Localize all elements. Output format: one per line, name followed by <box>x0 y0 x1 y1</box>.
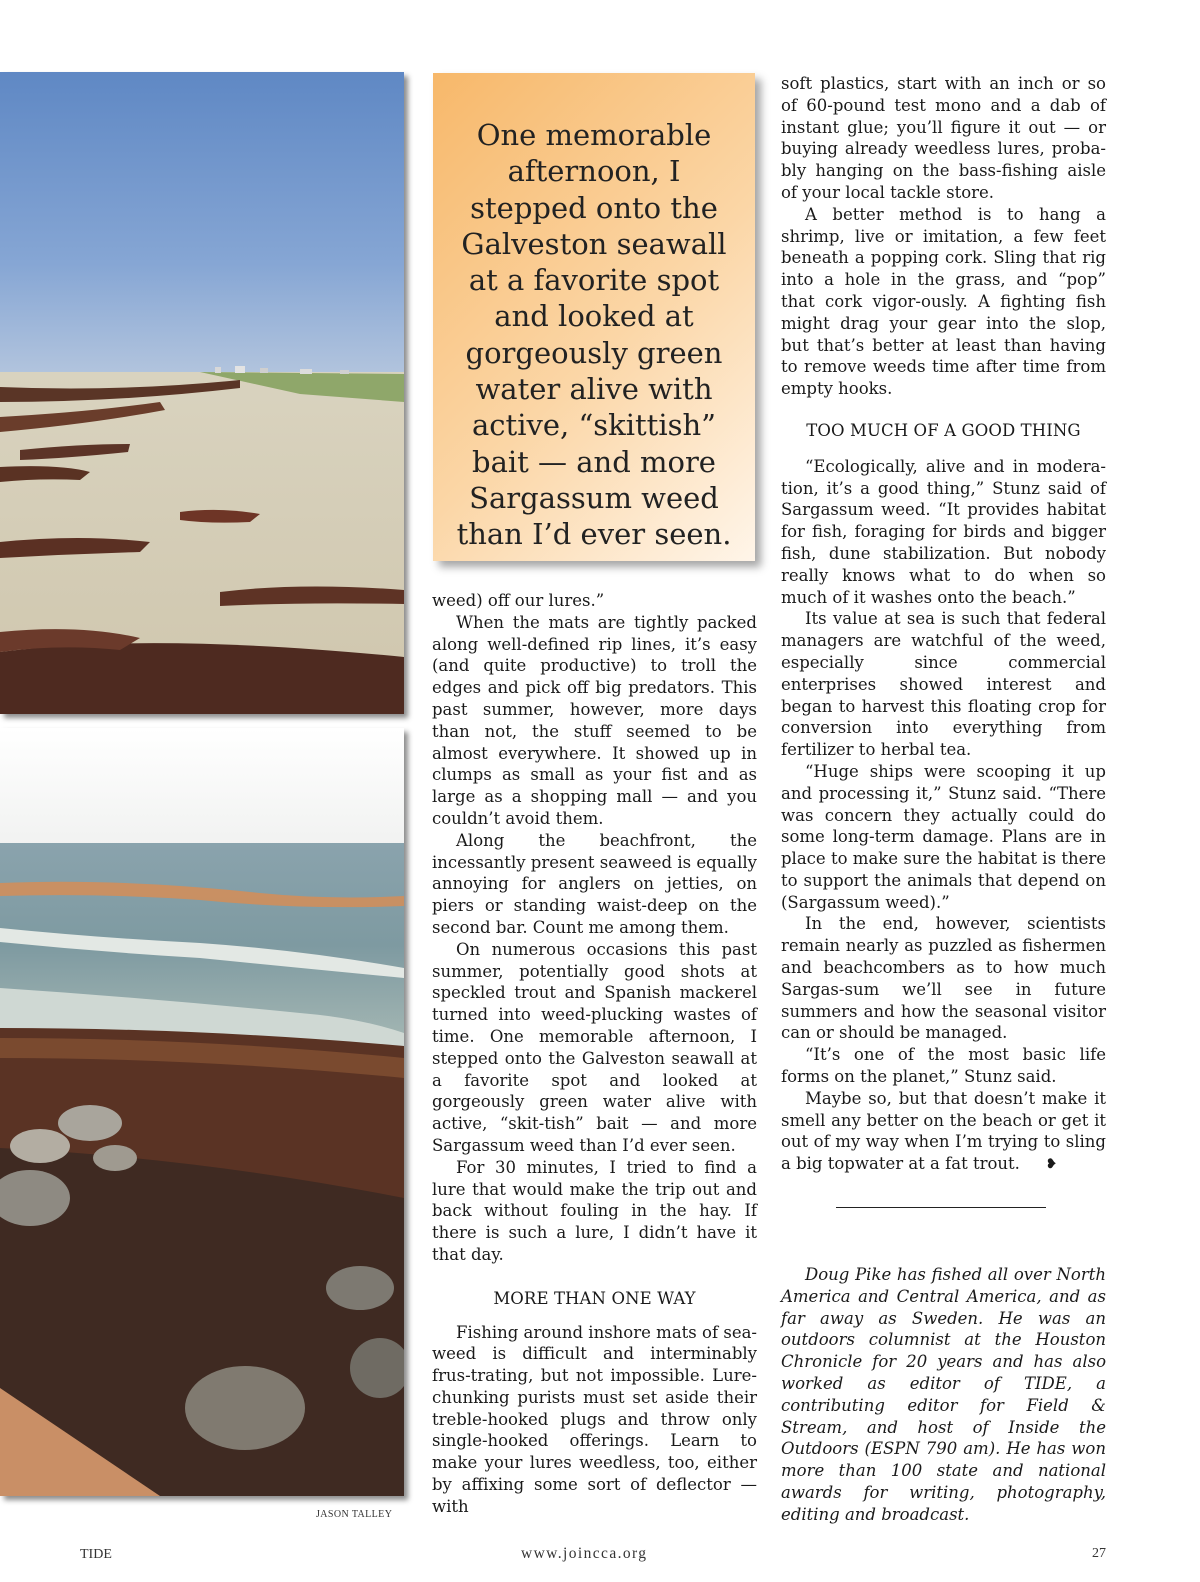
end-mark-icon: ❥ <box>1045 1157 1057 1173</box>
article-column-middle <box>432 590 757 1518</box>
article-paragraph: “It’s one of the most basic life forms on the planet,” Stunz said. <box>781 1045 1106 1087</box>
section-heading: TOO MUCH OF A GOOD THING <box>806 420 1081 440</box>
article-paragraph: In the end, however, scientists remain nearly as puzzled as fishermen and beachcombers as to how much Sargas-sum we’ll see in future summers and how the seasonal visitor can or should be managed. <box>781 914 1106 1043</box>
article-paragraph: “Huge ships were scooping it up and processing it,” Stunz said. “There was concern they actually could do some long-term damage. Plans are in place to make sure the habitat is there to support the animals that depend on (Sargassum weed).” <box>781 761 1106 912</box>
photo-credit: JASON TALLEY <box>316 1509 393 1520</box>
pull-quote: One memorable afternoon, I stepped onto the Galveston seawall at a favorite spot and looked at gorgeously green water alive with active, “skittish” bait — and more Sargassum weed than I’d ever seen. <box>433 73 755 561</box>
article-paragraph: weed) off our lures.” <box>432 591 605 610</box>
article-paragraph: A better method is to hang a shrimp, live or imitation, a few feet beneath a popping cork. Sling that rig into a hole in the grass, and “pop” that cork vigor-ously. A fighting fish might drag your gear into the slop, but that’s better at least than having to remove weeds time after time from empty hooks. <box>781 204 1106 399</box>
website-url: www.joincca.org <box>521 1545 648 1562</box>
article-paragraph: When the mats are tightly packed along well-defined rip lines, it’s easy (and quite productive) to troll the edges and pick off big predators. This past summer, however, more days than not, the stuff seemed to be almost everywhere. It showed up in clumps as small as your fist and as large as a shopping mall — and you couldn’t avoid them. <box>432 612 757 828</box>
article-paragraph-text: Maybe so, but that doesn’t make it smell any better on the beach or get it out of my way when I’m trying to sling a big topwater at a fat trout. <box>781 1088 1106 1174</box>
section-heading: MORE THAN ONE WAY <box>493 1288 696 1308</box>
bio-divider <box>836 1207 1046 1208</box>
beach-seaweed-photo <box>0 72 404 714</box>
article-paragraph: soft plastics, start with an inch or so of 60-pound test mono and a dab of instant glue; you’ll figure it out — or buying already weedless lures, proba-bly hanging on the bass-fishing aisle of your local tackle store. <box>781 74 1106 202</box>
seawall-surf-photo <box>0 728 404 1496</box>
article-paragraph-final <box>781 1088 1106 1176</box>
article-paragraph: On numerous occasions this past summer, potentially good shots at speckled trout and Spanish mackerel turned into weed-plucking wastes of time. One memorable afternoon, I stepped onto the Galveston seawall at a favorite spot and looked at gorgeously green water alive with active, “skit-tish” bait — and more Sargassum weed than I’d ever seen. <box>432 939 757 1155</box>
author-bio-text: Doug Pike has fished all over North America and Central America, and as far away as Sweden. He was an outdoors columnist at the Houston Chronicle for 20 years and has also worked as editor of TIDE, a contributing editor for Field & Stream, and host of Inside the Outdoors (ESPN 790 am). He has won more than 100 state and national awards for writing, photography, editing and broadcast. <box>781 1265 1106 1524</box>
publication-name: TIDE <box>80 1547 112 1562</box>
beach-seaweed-image <box>0 72 404 714</box>
article-column-right <box>781 73 1106 1176</box>
page-number: 27 <box>1092 1546 1106 1561</box>
article-paragraph: Fishing around inshore mats of sea-weed is difficult and interminably frus-trating, but not impossible. Lure-chunking purists must set aside their treble-hooked plugs and throw only single-hooked offerings. Learn to make your lures weedless, too, either by affixing some sort of deflector — with <box>432 1322 757 1516</box>
article-paragraph: “Ecologically, alive and in modera-tion, it’s a good thing,” Stunz said of Sargassum weed. “It provides habitat for fish, foraging for birds and bigger fish, dune stabilization. But nobody really knows what to do when so much of it washes onto the beach.” <box>781 456 1106 607</box>
article-paragraph: For 30 minutes, I tried to find a lure that would make the trip out and back without fouling in the hay. If there is such a lure, I didn’t have it that day. <box>432 1157 757 1264</box>
article-paragraph: Its value at sea is such that federal managers are watchful of the weed, especially since commercial enterprises showed interest and began to harvest this floating crop for conversion into everything from fertilizer to herbal tea. <box>781 609 1106 760</box>
author-bio <box>781 1264 1106 1526</box>
seawall-surf-image <box>0 728 404 1496</box>
article-paragraph: Along the beachfront, the incessantly present seaweed is equally annoying for anglers on jetties, on piers or standing waist-deep on the second bar. Count me among them. <box>432 830 757 937</box>
